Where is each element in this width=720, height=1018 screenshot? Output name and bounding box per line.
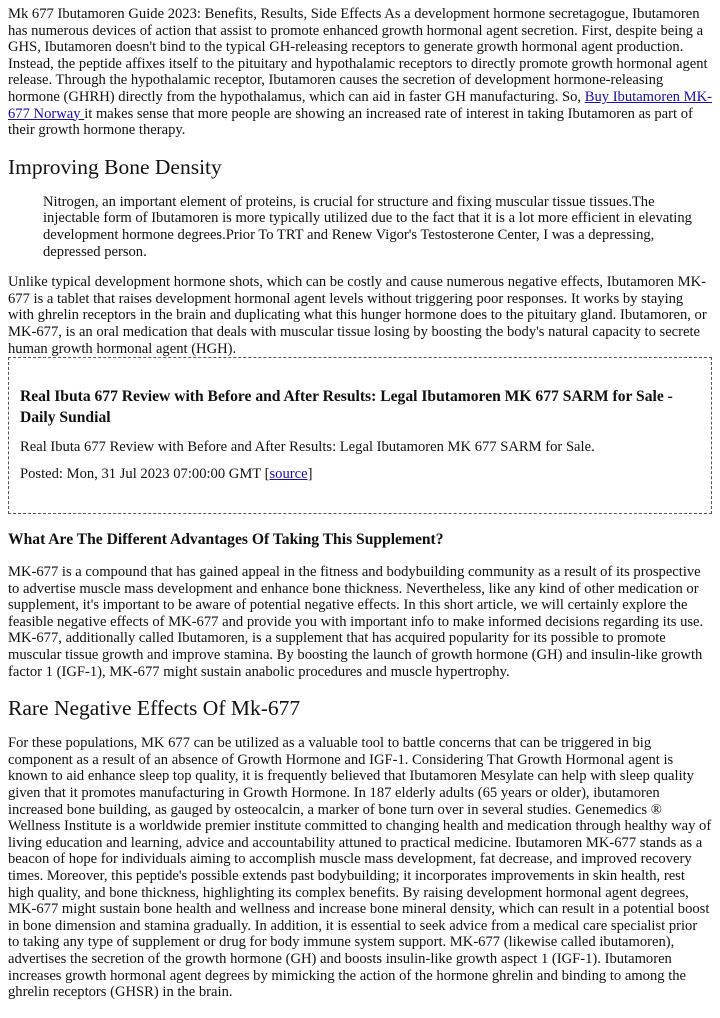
news-card-posted [20,466,700,483]
bone-density-paragraph: Unlike typical development hormone shots, which can be costly and cause numerous negative effects, Ibutamoren MK-677 is a tablet that raises development hormonal agent levels without triggering poor responses. It works by staying with ghrelin receptors in the brain and duplicating what this hunger hormone does to the pituitary gland. Ibutamoren, or MK-677, is an oral medication that deals with muscular tissue losing by boosting the body's natural capacity to secrete human growth hormonal agent (HGH). [8,274,707,357]
posted-bracket-close: ] [307,465,313,482]
news-card [8,357,712,514]
blockquote: Nitrogen, an important element of proteins, is crucial for structure and fixing muscular tissue tissues.The injectable form of Ibutamoren is more typically utilized due to the fact that it is a lot more efficient in elevating development hormone degrees.Prior To TRT and Renew Vigor's Testosterone Center, I was a depressing, depressed person. [43,193,692,260]
intro-text-continued: it makes sense that more people are showing an increased rate of interest in taking Ibutamoren as part of their growth hormone therapy. [8,105,693,139]
intro-paragraph [8,6,712,139]
advantages-paragraph: MK-677 is a compound that has gained appeal in the fitness and bodybuilding community as a result of its prospective to advertise muscle mass development and enhance bone thickness. Nevertheless, like any kind of other medication or supplement, it's important to be aware of potential negative effects. In this short article, we will certainly explore the feasible negative effects of MK-677 and provide you with important info to make informed decisions regarding its use. MK-677, additionally called Ibutamoren, is a supplement that has acquired popularity for its possible to promote muscular tissue growth and improve stamina. By boosting the launch of growth hormone (GH) and insulin-like growth factor 1 (IGF-1), MK-677 might sustain anabolic procedures and muscle hypertrophy. [8,564,704,680]
source-link[interactable]: source [269,465,308,482]
negative-effects-paragraph: For these populations, MK 677 can be utilized as a valuable tool to battle concerns that can be triggered in big component as a result of an absence of Growth Hormone and IGF-1. Considering That Growth Hormonal agent is known to aid enhance sleep top quality, it is frequently believed that Ibutamoren Mesylate can help with sleep quality given that it promotes manufacturing in Growth Hormone. In 187 elderly adults (65 years or older), ibutamoren increased bone building, as gauged by osteocalcin, a marker of bone turn over in several studies. Genemedics ® Wellness Institute is a worldwide premier institute committed to changing health and medication through healthy way of living education and learning, advice and accountability attuned to practical medicine. Ibutamoren MK-677 stands as a beacon of hope for individuals aiming to accomplish muscle mass development, fat decrease, and improved recovery times. Moreover, this peptide's possible extends past bodybuilding; it incorporates improvements in skin health, rest high quality, and bone thickness, highlighting its complex benefits. By raising development hormonal agent degrees, MK-677 might sustain bone health and wellness and increase bone mineral density, which can result in a potential boost in bone dimension and stamina gradually. In addition, it is essential to seek advice from a medical care specialist prior to taking any type of supplement or drug for body immune system support. MK-677 (likewise called ibutamoren), advertises the secretion of the growth hormone (GH) and boosts insulin-like growth aspect 1 (IGF-1). Ibutamoren increases growth hormonal agent degrees by mimicking the action of the hormone ghrelin and binding to among the ghrelin receptors (GHSR) in the brain. [8,735,712,1001]
posted-date: Posted: Mon, 31 Jul 2023 07:00:00 GMT [ [20,465,270,482]
intro-text: Mk 677 Ibutamoren Guide 2023: Benefits, Results, Side Effects As a development hormone secretagogue, Ibutamoren has numerous devices of action that assist to promote enhanced growth hormonal agent secretion. First, despite being a GHS, Ibutamoren doesn't bind to the typical GH-releasing receptors to generate growth hormonal agent production. Instead, the peptide affixes itself to the pituitary and hypothalamic receptors to directly promote growth hormonal agent release. Through the hypothalamic receptor, Ibutamoren causes the secretion of development hormone-releasing hormone (GHRH) directly from the hypothalamus, which can aid in faster GH manufacturing. So, [8,6,708,105]
buy-ibutamoren-link[interactable]: Buy Ibutamoren MK-677 Norway [8,88,712,122]
heading-rare-negative-effects: Rare Negative Effects Of Mk-677 [8,696,301,721]
news-card-summary: Real Ibuta 677 Review with Before and After Results: Legal Ibutamoren MK 677 SARM for Sale. [20,439,595,456]
heading-improving-bone-density: Improving Bone Density [8,154,222,179]
news-card-title: Real Ibuta 677 Review with Before and After Results: Legal Ibutamoren MK 677 SARM for Sale - Daily Sundial [20,388,673,427]
heading-advantages: What Are The Different Advantages Of Taking This Supplement? [8,531,444,549]
